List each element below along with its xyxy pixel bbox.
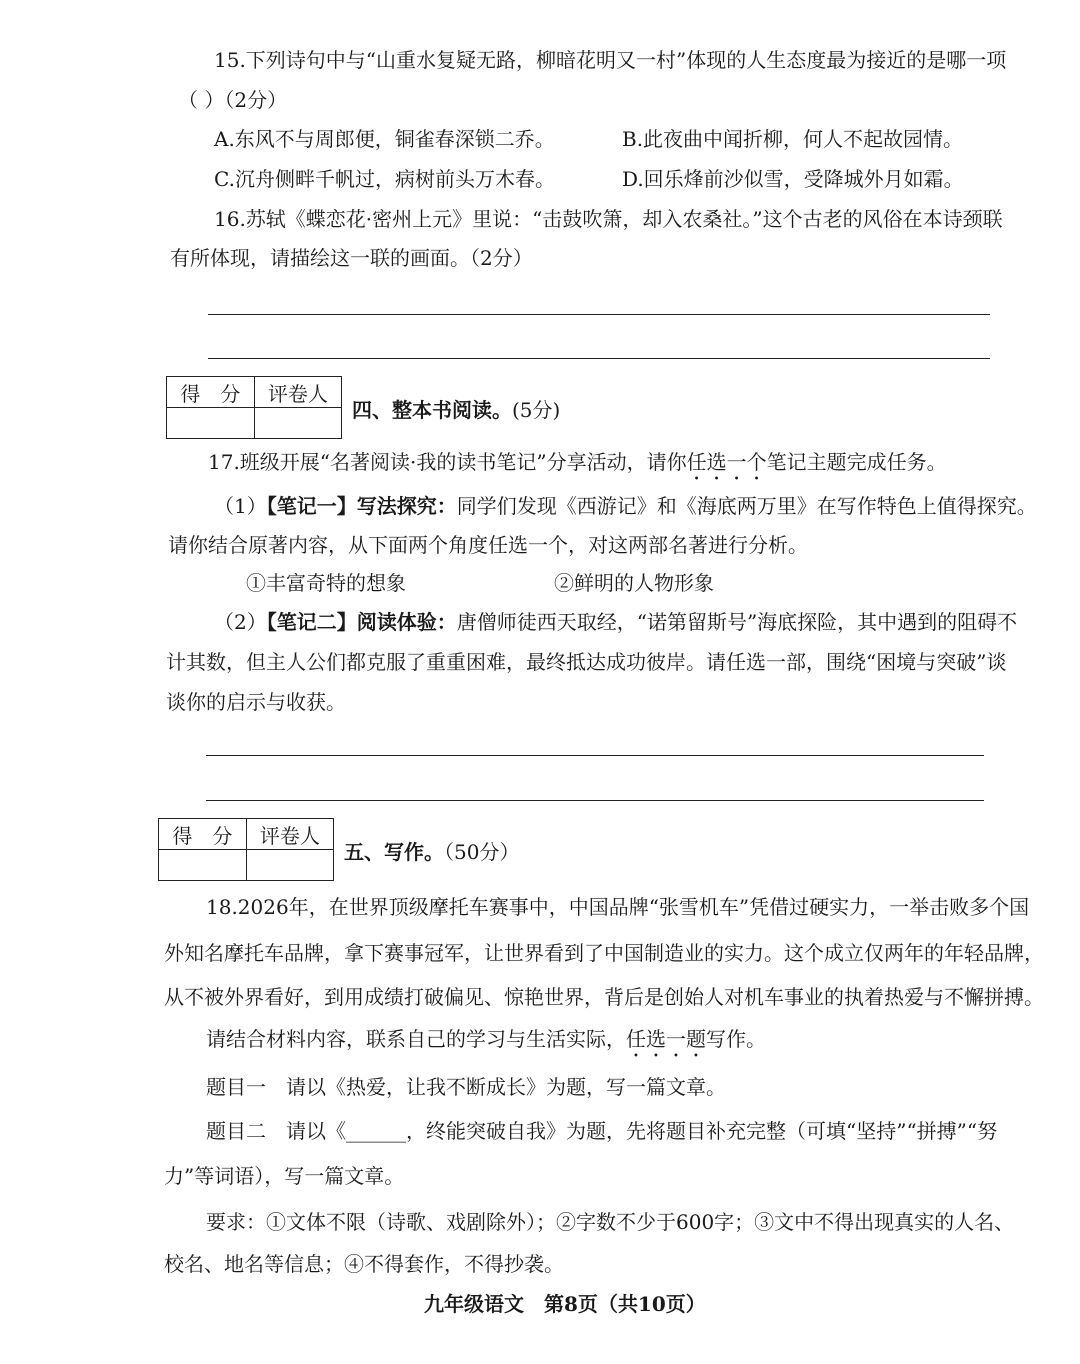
q17-angle2: ②鲜明的人物形象: [554, 571, 714, 595]
q15-option-a: A.东风不与周郎便，铜雀春深锁二乔。: [214, 127, 555, 151]
q18-instruction: [206, 1025, 766, 1062]
q17-part2: [214, 608, 1017, 636]
q18-line2: 外知名摩托车品牌，拿下赛事冠军，让世界看到了中国制造业的实力。这个成立仅两年的年轻品牌，: [164, 941, 1044, 965]
q17-line1-post: 笔记主题完成任务。: [766, 450, 947, 474]
q17-line1-pre: 17.班级开展“名著阅读·我的读书笔记”分享活动，请你: [208, 450, 687, 474]
section5-score-table: [158, 818, 334, 881]
q17-p1-label: 【笔记一】写法探究：: [266, 494, 457, 518]
q15-option-d: D.回乐烽前沙似雪，受降城外月如霜。: [622, 167, 964, 191]
q17-line1: [208, 448, 947, 485]
q18-line3: 从不被外界看好，到用成绩打破偏见、惊艳世界，背后是创始人对机车事业的执着热爱与不懈拼搏。: [164, 985, 1044, 1009]
q15-option-c: C.沉舟侧畔千帆过，病树前头万木春。: [214, 167, 555, 191]
q17-p1-text: 同学们发现《西游记》和《海底两万里》在写作特色上值得探究。: [456, 494, 1037, 518]
q17-p2-line2: 计其数，但主人公们都克服了重重困难，最终抵达成功彼岸。请任选一部，围绕“困境与突破”谈: [166, 650, 1007, 674]
section4-score-table: [166, 376, 342, 439]
grader-header: 评卷人: [246, 819, 333, 850]
q15-line2: （ ）（2分）: [178, 88, 288, 112]
q16-line1: 16.苏轼《蝶恋花·密州上元》里说：“击鼓吹箫，却入农桑社。”这个古老的风俗在本诗颈联: [214, 207, 1003, 231]
q17-answer-line-2: [206, 800, 984, 801]
grader-cell: [254, 408, 341, 439]
grader-cell: [246, 850, 333, 881]
q18-topic1: 题目一 请以《热爱，让我不断成长》为题，写一篇文章。: [206, 1075, 726, 1099]
q18-instr-post: 写作。: [706, 1027, 766, 1051]
q18-requirement-line1: 要求：①文体不限（诗歌、戏剧除外）；②字数不少于600字；③文中不得出现真实的人名、: [206, 1210, 1015, 1234]
q18-requirement-line2: 校名、地名等信息；④不得套作，不得抄袭。: [164, 1252, 564, 1276]
q18-topic2-line2: 力”等词语），写一篇文章。: [164, 1164, 405, 1188]
q17-p1-line2: 请你结合原著内容，从下面两个角度任选一个，对这两部名著进行分析。: [168, 533, 808, 557]
score-header: 得 分: [159, 819, 247, 850]
score-cell: [159, 850, 247, 881]
q17-p2-line3: 谈你的启示与收获。: [166, 690, 346, 714]
q16-line2: 有所体现，请描绘这一联的画面。（2分）: [170, 246, 533, 270]
q17-line1-dotted: 任选一个: [686, 450, 767, 474]
q17-p2-text: 唐僧师徒西天取经，“诺第留斯号”海底探险，其中遇到的阻碍不: [456, 610, 1018, 634]
q17-p2-label: 【笔记二】阅读体验：: [266, 610, 457, 634]
score-cell: [167, 408, 255, 439]
q17-part1: [214, 492, 1037, 520]
section4-heading: [352, 396, 560, 424]
section4-points: (5分): [512, 398, 561, 422]
q17-p2-num: （2）: [214, 610, 267, 634]
q16-answer-line-2: [208, 358, 990, 359]
page-footer: 九年级语文 第8页（共10页）: [424, 1292, 706, 1316]
q18-instr-dotted: 任选一题: [626, 1027, 706, 1051]
section5-heading: [344, 838, 519, 866]
q18-line1: 18.2026年，在世界顶级摩托车赛事中，中国品牌“张雪机车”凭借过硬实力，一举击败多个国: [206, 895, 1030, 919]
section5-title: 五、写作。: [344, 840, 444, 864]
grader-header: 评卷人: [254, 377, 341, 408]
q17-p1-num: （1）: [214, 494, 267, 518]
q18-topic2-line1: 题目二 请以《______，终能突破自我》为题，先将题目补充完整（可填“坚持”“拼搏”“努: [206, 1119, 998, 1143]
q15-line1: 15.下列诗句中与“山重水复疑无路，柳暗花明又一村”体现的人生态度最为接近的是哪一项: [214, 48, 1007, 72]
score-header: 得 分: [167, 377, 255, 408]
section4-title: 四、整本书阅读。: [352, 398, 512, 422]
q17-answer-line-1: [206, 755, 984, 756]
q16-answer-line-1: [208, 314, 990, 315]
q18-instr-pre: 请结合材料内容，联系自己的学习与生活实际，: [206, 1027, 626, 1051]
section5-points: （50分）: [444, 840, 520, 864]
q15-option-b: B.此夜曲中闻折柳，何人不起故园情。: [622, 127, 964, 151]
q17-angle1: ①丰富奇特的想象: [246, 571, 406, 595]
